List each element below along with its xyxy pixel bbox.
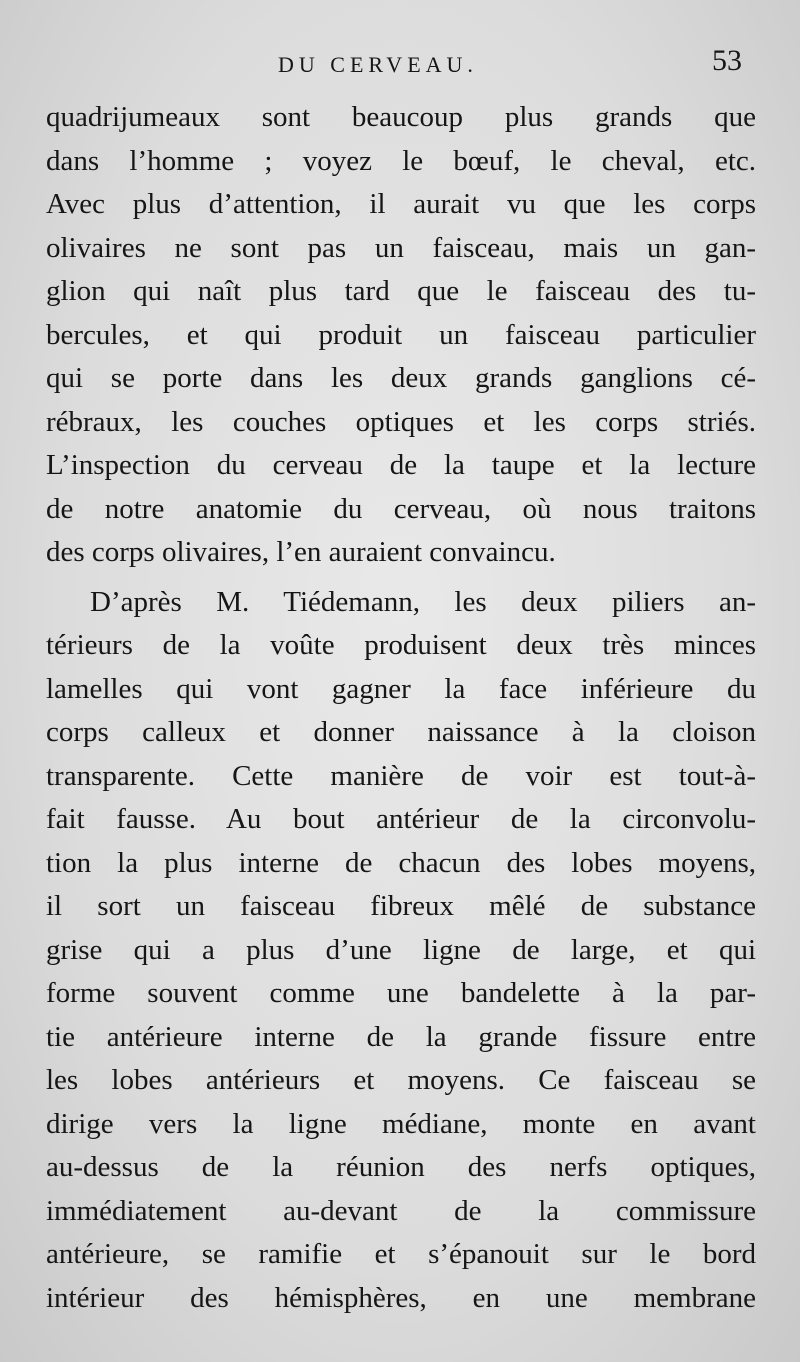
page-number: 53 bbox=[712, 44, 742, 77]
text-line: au-dessus de la réunion des nerfs optiques, bbox=[46, 1151, 756, 1183]
text-line: L’inspection du cerveau de la taupe et la lecture bbox=[46, 449, 756, 481]
paragraph-1 bbox=[46, 96, 756, 575]
text-line: glion qui naît plus tard que le faisceau des tu- bbox=[46, 275, 756, 307]
text-line: corps calleux et donner naissance à la cloison bbox=[46, 716, 756, 748]
text-line: lamelles qui vont gagner la face inférieure du bbox=[46, 672, 756, 705]
text-line: quadrijumeaux sont beaucoup plus grands que bbox=[46, 101, 756, 133]
paragraph-2 bbox=[46, 581, 756, 1321]
text-line: il sort un faisceau fibreux mêlé de substance bbox=[46, 890, 756, 922]
text-line: grise qui a plus d’une ligne de large, et qui bbox=[46, 933, 756, 966]
page-header bbox=[0, 44, 800, 84]
text-line: bercules, et qui produit un faisceau particulier bbox=[46, 318, 756, 351]
text-line: rébraux, les couches optiques et les corps striés. bbox=[46, 405, 756, 438]
text-line: térieurs de la voûte produisent deux très minces bbox=[46, 629, 756, 661]
text-line: fait fausse. Au bout antérieur de la circonvolu- bbox=[46, 803, 756, 835]
text-line: tion la plus interne de chacun des lobes moyens, bbox=[46, 846, 756, 879]
page-body bbox=[46, 96, 756, 1320]
text-line: les lobes antérieurs et moyens. Ce faisceau se bbox=[46, 1064, 756, 1096]
text-line: D’après M. Tiédemann, les deux piliers an- bbox=[90, 585, 756, 618]
text-line: antérieure, se ramifie et s’épanouit sur le bord bbox=[46, 1238, 756, 1270]
text-line: dans l’homme ; voyez le bœuf, le cheval, etc. bbox=[46, 144, 756, 177]
running-head: DU CERVEAU. bbox=[278, 52, 478, 77]
text-line: transparente. Cette manière de voir est tout-à- bbox=[46, 759, 756, 792]
text-line: des corps olivaires, l’en auraient convaincu. bbox=[46, 536, 556, 568]
text-line: de notre anatomie du cerveau, où nous traitons bbox=[46, 492, 756, 525]
text-line: forme souvent comme une bandelette à la par- bbox=[46, 977, 756, 1009]
text-line: tie antérieure interne de la grande fissure entre bbox=[46, 1020, 756, 1053]
text-line: olivaires ne sont pas un faisceau, mais un gan- bbox=[46, 231, 756, 264]
text-line: dirige vers la ligne médiane, monte en avant bbox=[46, 1107, 756, 1140]
text-line: immédiatement au-devant de la commissure bbox=[46, 1194, 756, 1227]
text-line: qui se porte dans les deux grands ganglions cé- bbox=[46, 362, 756, 394]
text-line: Avec plus d’attention, il aurait vu que les corps bbox=[46, 188, 756, 220]
text-line: intérieur des hémisphères, en une membrane bbox=[46, 1281, 756, 1314]
